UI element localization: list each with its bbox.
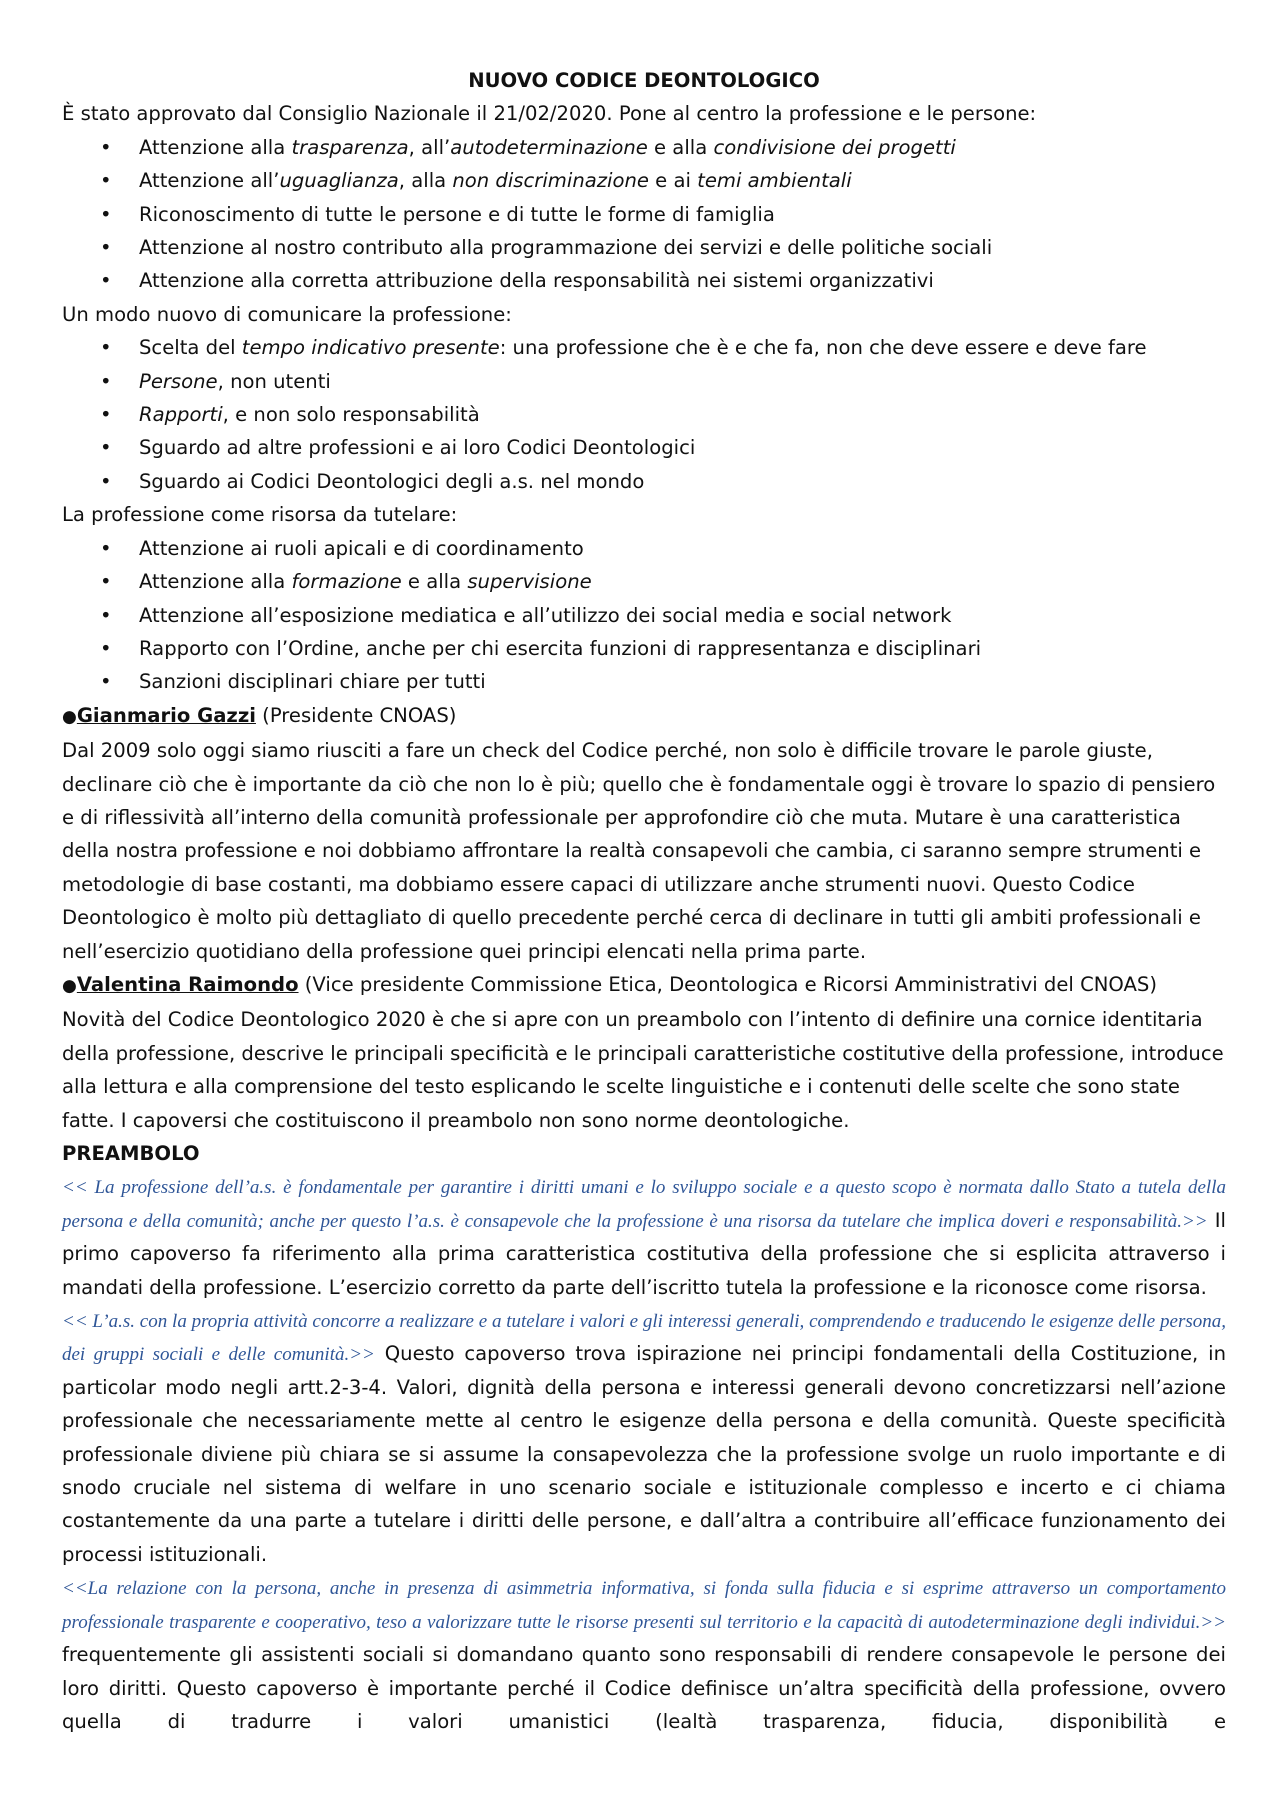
preambolo-quote-2: << L’a.s. con la propria attività concorre a realizzare e a tutelare i valori e gli interessi generali, comprendendo e traducendo le esigenze delle persona, dei gruppi sociali e delle comunità.>> [62, 1311, 1226, 1366]
list-item-text: , non utenti [217, 369, 331, 393]
speaker-line-raimondo [62, 968, 1226, 1003]
preambolo-commentary-1: Il primo capoverso fa riferimento alla prima caratteristica costitutiva della professione che si esplicita attraverso i mandati della professione. L’esercizio corretto da parte dell’iscritto tutela la professione e la riconosce come risorsa. [62, 1208, 1227, 1299]
italic-text: Rapporti [139, 403, 223, 427]
italic-text: temi ambientali [697, 169, 852, 193]
list-item-text: Attenzione alla [139, 135, 292, 159]
italic-text: non discriminazione [452, 169, 649, 193]
list-item [62, 264, 1226, 297]
list-item [62, 665, 1226, 698]
list-item-text: Attenzione alla corretta attribuzione della responsabilità nei sistemi organizzativi [139, 269, 934, 293]
italic-text: tempo indicativo presente [241, 336, 500, 360]
document-title: NUOVO CODICE DEONTOLOGICO [468, 69, 820, 92]
bullet-list-resource [62, 532, 1226, 699]
bullet-list-principles [62, 131, 1226, 298]
list-item-text: Attenzione all’esposizione mediatica e all’utilizzo dei social media e social network [139, 603, 952, 627]
preambolo-paragraph-1 [62, 1170, 1226, 1304]
speaker-name-gazzi: Gianmario Gazzi [76, 703, 256, 727]
list-item [62, 565, 1226, 598]
preambolo-quote-3: <<La relazione con la persona, anche in presenza di asimmetria informativa, si fonda sulla fiducia e si esprime attraverso un comportamento professionale trasparente e cooperativo, teso a valorizzare tutte le risorse presenti sul territorio e la capacità di autodeterminazione degli individui.>> [62, 1578, 1226, 1633]
list-item [62, 465, 1226, 498]
bullet-list-communication [62, 331, 1226, 498]
preambolo-paragraph-2 [62, 1304, 1226, 1571]
speaker-text-gazzi: Dal 2009 solo oggi siamo riusciti a fare un check del Codice perché, non solo è difficile trovare le parole giuste, declinare ciò che è importante da ciò che non lo è più; quello che è fondamentale oggi è trovare lo spazio di pensiero e di riflessività all’interno della comunità professionale per approfondire ciò che muta. Mutare è una caratteristica della nostra professione e noi dobbiamo affrontare la realtà consapevoli che cambia, ci saranno sempre strumenti e metodologie di base costanti, ma dobbiamo essere capaci di utilizzare anche strumenti nuovi. Questo Codice Deontologico è molto più dettagliato di quello precedente perché cerca di declinare in tutti gli ambiti professionali e nell’esercizio quotidiano della professione quei principi elencati nella prima parte. [62, 739, 1216, 963]
list-item-text: Riconoscimento di tutte le persone e di tutte le forme di famiglia [139, 202, 775, 226]
italic-text: formazione [291, 570, 402, 594]
italic-text: supervisione [467, 570, 592, 594]
preambolo-quote-1: << La professione dell’a.s. è fondamentale per garantire i diritti umani e lo sviluppo sociale e a questo scopo è normata dallo Stato a tutela della persona e della comunità; anche per questo l’a.s. è consapevole che la professione è una risorsa da tutelare che implica doveri e responsabilità.>> [62, 1177, 1226, 1232]
intro-paragraph: È stato approvato dal Consiglio Nazionale il 21/02/2020. Pone al centro la professione e le persone: [62, 102, 1037, 126]
list-item-text: e ai [648, 169, 698, 193]
list-item-text: Attenzione alla [139, 570, 292, 594]
list-item [62, 532, 1226, 565]
list-item-text: Sguardo ai Codici Deontologici degli a.s. nel mondo [139, 469, 645, 493]
list-item [62, 231, 1226, 264]
list-item [62, 131, 1226, 164]
list-item [62, 198, 1226, 231]
italic-text: Persone [139, 369, 218, 393]
speaker-bullet: ● [62, 706, 77, 727]
section-heading-resource: La professione come risorsa da tutelare: [62, 503, 458, 527]
list-item-text: e alla [647, 135, 714, 159]
list-item [62, 164, 1226, 197]
speaker-bullet: ● [62, 975, 77, 996]
list-item [62, 398, 1226, 431]
list-item-text: Attenzione ai ruoli apicali e di coordinamento [139, 536, 584, 560]
list-item-text: Scelta del [139, 336, 242, 360]
list-item [62, 331, 1226, 364]
list-item [62, 632, 1226, 665]
list-item-text: : una professione che è e che fa, non che deve essere e deve fare [499, 336, 1147, 360]
list-item-text: Attenzione all’ [139, 169, 280, 193]
list-item [62, 365, 1226, 398]
list-item-text: , e non solo responsabilità [222, 403, 480, 427]
list-item [62, 599, 1226, 632]
list-item [62, 431, 1226, 464]
preambolo-paragraph-3 [62, 1571, 1226, 1738]
speaker-role-gazzi: (Presidente CNOAS) [255, 703, 457, 727]
speaker-line-gazzi [62, 699, 1226, 734]
list-item-text: Sguardo ad altre professioni e ai loro Codici Deontologici [139, 436, 696, 460]
list-item-text: , all’ [408, 135, 451, 159]
speaker-name-raimondo: Valentina Raimondo [76, 972, 299, 996]
list-item-text: Sanzioni disciplinari chiare per tutti [139, 670, 486, 694]
italic-text: autodeterminazione [450, 135, 648, 159]
speaker-text-raimondo: Novità del Codice Deontologico 2020 è che si apre con un preambolo con l’intento di definire una cornice identitaria della professione, descrive le principali specificità e le principali caratteristiche costitutive della professione, introduce alla lettura e alla comprensione del testo esplicando le scelte linguistiche e i contenuti delle scelte che sono state fatte. I capoversi che costituiscono il preambolo non sono norme deontologiche. [62, 1008, 1224, 1132]
speaker-role-raimondo: (Vice presidente Commissione Etica, Deontologica e Ricorsi Amministrativi del CNOAS) [298, 972, 1157, 996]
document-body [62, 64, 1226, 1738]
preambolo-heading: PREAMBOLO [62, 1142, 200, 1165]
section-heading-communication: Un modo nuovo di comunicare la professione: [62, 302, 512, 326]
list-item-text: e alla [401, 570, 468, 594]
italic-text: trasparenza [291, 135, 409, 159]
italic-text: condivisione dei progetti [713, 135, 956, 159]
preambolo-commentary-3: frequentemente gli assistenti sociali si domandano quanto sono responsabili di rendere consapevole le persone dei loro diritti. Questo capoverso è importante perché il Codice definisce un’altra specificità della professione, ovvero quella di tradurre i valori umanistici (lealtà trasparenza, fiducia, disponibilità e [62, 1643, 1226, 1733]
preambolo-commentary-2: Questo capoverso trova ispirazione nei principi fondamentali della Costituzione, in particolar modo negli artt.2-3-4. Valori, dignità della persona e interessi generali devono concretizzarsi nell’azione professionale che necessariamente mette al centro le esigenze della persona e della comunità. Queste specificità professionale diviene più chiara se si assume la consapevolezza che la professione svolge un ruolo importante e di snodo cruciale nel sistema di welfare in uno scenario sociale e istituzionale complesso e incerto e ci chiama costantemente da una parte a tutelare i diritti delle persone, e dall’altra a contribuire all’efficace funzionamento dei processi istituzionali. [62, 1342, 1227, 1566]
italic-text: uguaglianza [279, 169, 399, 193]
list-item-text: , alla [398, 169, 453, 193]
list-item-text: Attenzione al nostro contributo alla programmazione dei servizi e delle politiche sociali [139, 236, 993, 260]
list-item-text: Rapporto con l’Ordine, anche per chi esercita funzioni di rappresentanza e disciplinari [139, 636, 982, 660]
